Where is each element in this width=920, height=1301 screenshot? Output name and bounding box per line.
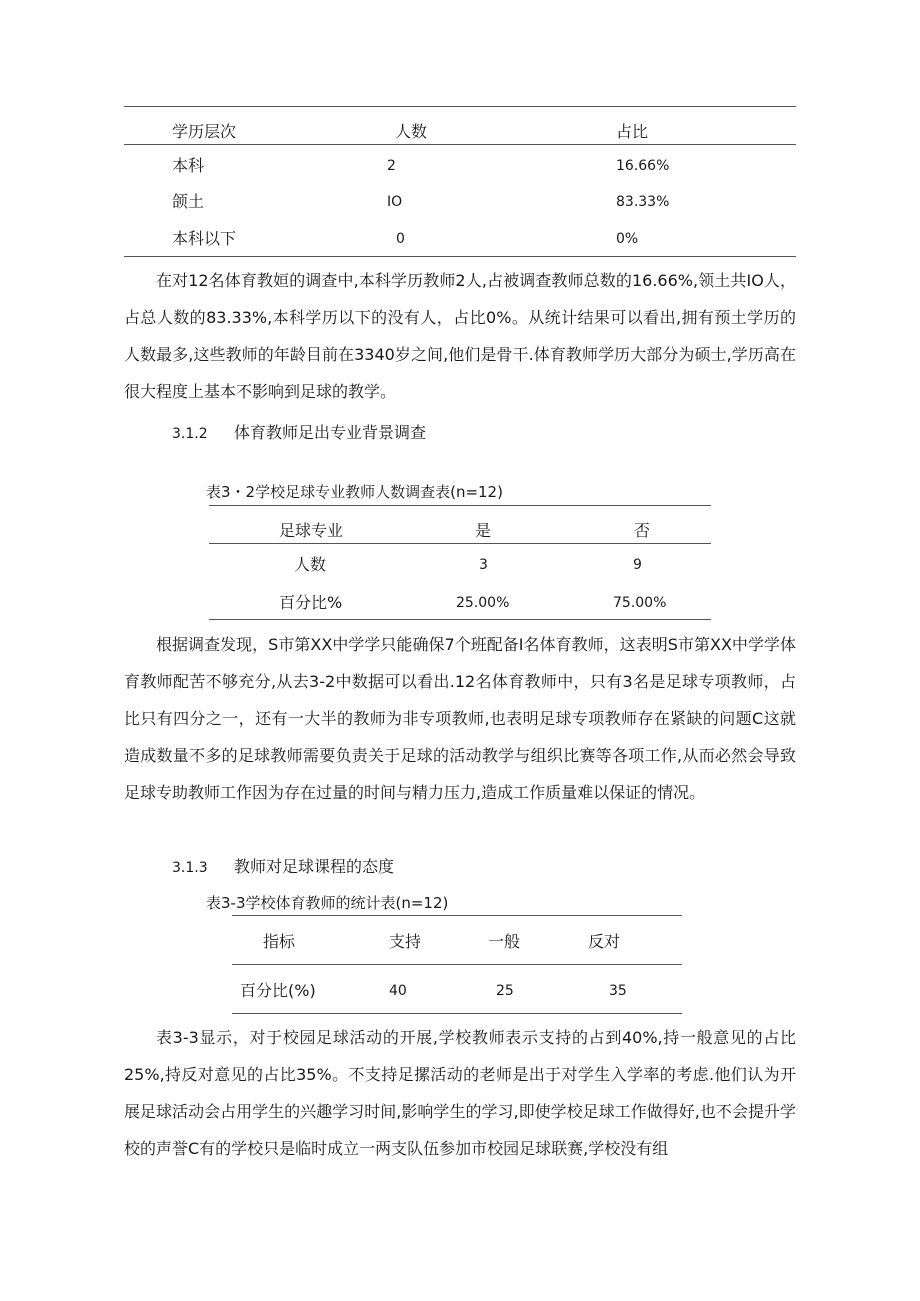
table3-header-neutral: 一般 [488, 932, 521, 951]
section-number: 3.1.2 [172, 426, 208, 442]
table3-header-indicator: 指标 [263, 932, 296, 951]
table1-row1-ratio: 16.66% [616, 158, 670, 174]
paragraph-major-analysis [124, 626, 796, 811]
section-title: 体育教师足出专业背景调查 [234, 423, 427, 442]
table2-top-rule [209, 505, 711, 506]
table3-row1-neutral: 25 [496, 983, 514, 999]
paragraph-text: 表3-3显示，对于校园足球活动的开展,学校教师表示支持的占到40%,持一般意见的占比25%,持反对意见的占比35%。不支持足摞活动的老师是出于对学生入学率的考虑.他们认为开展足球活动会占用学生的兴趣学习时间,影响学生的学习,即使学校足球工作做得好,也不会提升学校的声誉C有的学校只是临时成立一两支队伍参加市校园足球联赛,学校没有组 [124, 1028, 796, 1158]
table2-header-yes: 是 [475, 521, 492, 540]
table1-bottom-rule [124, 256, 796, 257]
table2-header-no: 否 [634, 521, 651, 540]
table3-header-rule [232, 964, 682, 965]
section-heading-3-1-2 [172, 423, 426, 444]
table1-row3-count: 0 [396, 231, 405, 247]
table3-top-rule [232, 915, 682, 916]
table2-header-major: 足球专业 [279, 521, 344, 540]
section-number: 3.1.3 [172, 860, 208, 876]
table2-row1-yes: 3 [479, 557, 488, 573]
table1-row1-level: 本科 [172, 156, 205, 175]
table1-row2-count: IO [387, 194, 403, 210]
table1-row1-count: 2 [387, 158, 396, 174]
paragraph-attitude-analysis [124, 1019, 796, 1167]
section-heading-3-1-3 [172, 857, 394, 878]
table1-row3-level: 本科以下 [172, 229, 237, 248]
table3-row1-label: 百分比(%) [240, 981, 316, 1000]
table3-row1-support: 40 [389, 983, 407, 999]
table3-row1-oppose: 35 [609, 983, 627, 999]
table1-header-level: 学历层次 [172, 122, 237, 141]
section-title: 教师对足球课程的态度 [234, 857, 395, 876]
table2-row1-no: 9 [633, 557, 642, 573]
table1-top-rule [124, 106, 796, 107]
table2-header-rule [209, 543, 711, 544]
table2-row2-label: 百分比% [279, 593, 343, 612]
table2-row2-no: 75.00% [613, 595, 667, 611]
table2-caption: 表3・2学校足球专业教师人数调查表(n=12) [206, 483, 503, 501]
paragraph-education-analysis [124, 262, 796, 410]
table1-row3-ratio: 0% [616, 231, 639, 247]
table1-header-rule [124, 144, 796, 145]
table3-caption: 表3-3学校体育教师的统计表(n=12) [206, 894, 449, 912]
paragraph-text: 根据调查发现，S市第XX中学学只能确保7个班配备I名体育教师，这表明S市第XX中学学体育教师配苦不够充分,从去3-2中数据可以看出.12名体育教师中，只有3名是足球专项教师，占比只有四分之一，还有一大半的教师为非专项教师,也表明足球专项教师存在紧缺的问题C这就造成数量不多的足球教师需要负责关于足球的活动教学与组织比赛等各项工作,从而必然会导致足球专助教师工作因为存在过量的时间与精力压力,造成工作质量难以保证的情况。 [124, 635, 796, 802]
paragraph-text: 在对12名体育教姮的调查中,本科学历教师2人,占被调查教师总数的16.66%,领土共IO人，占总人数的83.33%,本科学历以下的没有人，占比0%。从统计结果可以看出,拥有预土学历的人数最多,这些教师的年龄目前在3340岁之间,他们是骨干.体育教师学历大部分为硕士,学历高在很大程度上基本不影响到足球的教学。 [124, 271, 796, 401]
table1-row2-level: 颌土 [172, 192, 205, 211]
table2-row1-label: 人数 [294, 555, 327, 574]
table1-header-count: 人数 [395, 122, 428, 141]
table3-header-support: 支持 [389, 932, 422, 951]
table3-bottom-rule [232, 1013, 682, 1014]
table2-bottom-rule [209, 619, 711, 620]
table1-header-ratio: 占比 [616, 122, 649, 141]
table1-row2-ratio: 83.33% [616, 194, 670, 210]
table2-row2-yes: 25.00% [456, 595, 510, 611]
table3-header-oppose: 反对 [588, 932, 621, 951]
